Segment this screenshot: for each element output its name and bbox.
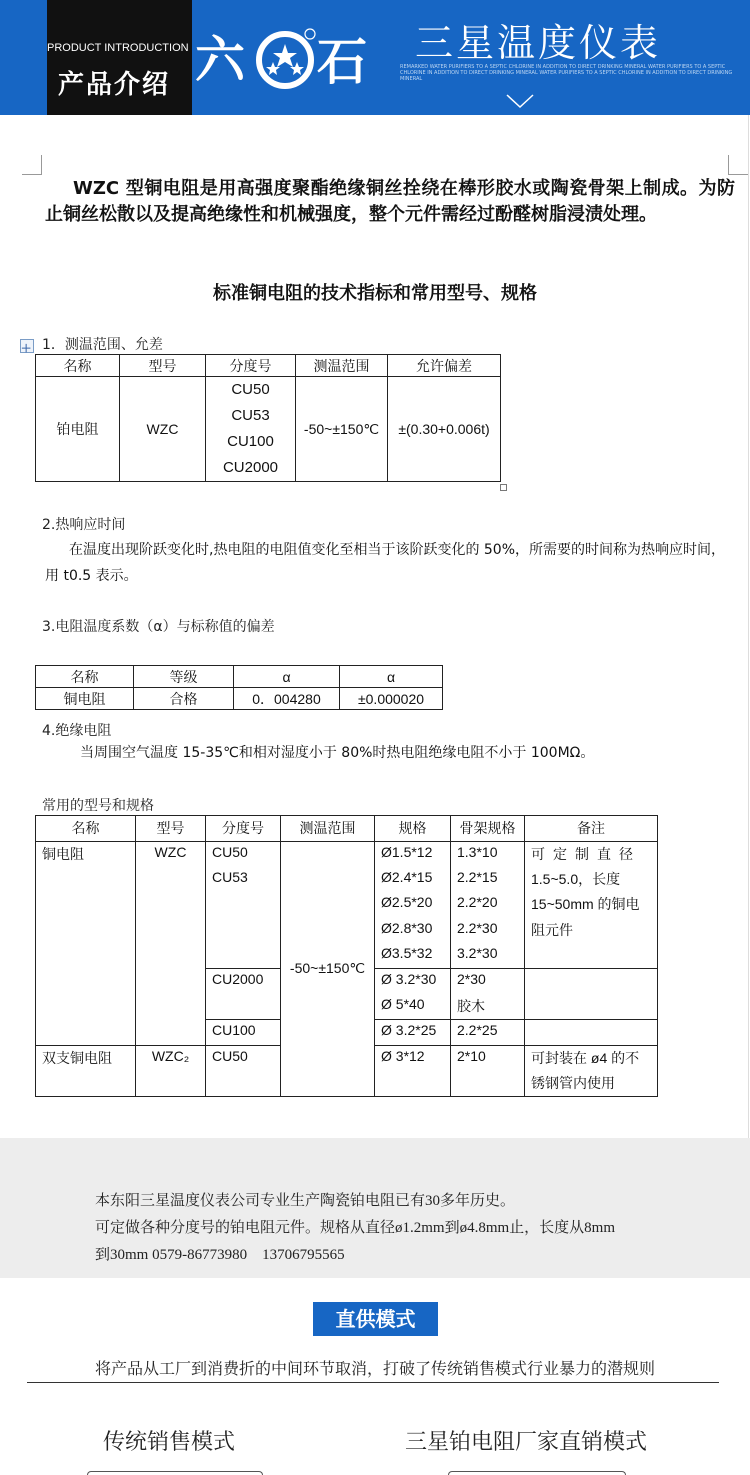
cell-grade: CU50 [206,1045,281,1096]
cell-tolerance: ±(0.30+0.006t) [388,377,501,482]
header-grade: 分度号 [206,816,281,842]
company-line: 到30mm 0579-86773980 13706795565 [95,1247,345,1263]
header-name: 名称 [36,816,136,842]
header-name: 名称 [36,666,134,688]
page-edge-line [748,115,749,1138]
star-icon [273,44,297,67]
direct-supply-mode-button[interactable]: 直供模式 [313,1302,438,1336]
coefficient-table [35,665,443,710]
cell-spec: Ø2.4*15 [375,867,451,893]
cell-grade: CU2000 [206,969,281,1020]
cell-name: 铜电阻 [36,688,134,710]
cell-alpha: 0．004280 [234,688,340,710]
corner-mark [728,155,748,175]
cell-note: 阻元件 [525,918,658,944]
range-tolerance-table [35,354,501,482]
cell-spec: Ø2.8*30 [375,918,451,944]
section4-title: 4.绝缘电阻 [42,723,112,739]
cell-grade [206,892,281,918]
table-row [36,377,501,482]
header-frame: 骨架规格 [451,816,525,842]
direct-mode-panel [448,1471,626,1475]
chevron-down-icon [505,92,535,110]
header-alpha: α [340,666,443,688]
cell-frame: 2.2*20 [451,892,525,918]
grade-item: CU2000 [222,459,279,476]
intro-label-cn: 产品介绍 [58,70,171,100]
cell-name: 双支铜电阻 [36,1045,136,1096]
cell-note: 1.5~5.0，长度 [525,867,658,893]
cell-frame: 2*30 [451,969,525,995]
header-range: 测温范围 [296,355,388,377]
intro-subtitle: 标准铜电阻的技术指标和常用型号、规格 [213,283,537,304]
mode-description: 将产品从工厂到消费折的中间环节取消，打破了传统销售模式行业暴力的潜规则 [94,1359,655,1378]
header-note: 备注 [525,816,658,842]
cell-name: 铜电阻 [36,841,136,1045]
cell-note [525,1020,658,1046]
grade-item: CU53 [231,407,270,424]
section1-title: 1．测温范围、允差 [42,337,163,353]
cell-frame: 2*10 [451,1045,525,1096]
cell-spec: Ø 5*40 [375,994,451,1020]
cell-note: 15~50mm 的铜电 [525,892,658,918]
corner-mark [22,155,42,175]
traditional-mode-panel [87,1471,263,1475]
table-header-row [36,666,443,688]
cell-grade [206,918,281,944]
cell-grades [206,377,296,482]
table-row [36,841,658,867]
cell-name: 铂电阻 [36,377,120,482]
slogan-text: REMARKED WATER PURIFIERS TO A SEPTIC CHLORINE IN ADDITION TO DIRECT DRINKING MINERAL WATER PURIFIERS TO A SEPTIC CHLORINE IN ADDITION TO DIRECT DRINKING MINERAL WATER PURIFIERS TO A SEPTIC CHLORINE IN ADDITION TO DIRECT DRINKING MINERAL [400,64,733,82]
cell-frame: 3.2*30 [451,943,525,969]
brand-title: 三星温度仪表 [415,21,662,65]
header-name: 名称 [36,355,120,377]
table-move-handle-icon[interactable] [20,339,34,353]
company-info [95,1188,715,1269]
cell-frame: 胶木 [451,994,525,1020]
star-icon [266,62,280,75]
section2-paragraph: 在温度出现阶跃变化时,热电阻的电阻值变化至相当于该阶跃变化的 50%，所需要的时间称为热响应时间，用 t0.5 表示。 [45,542,726,584]
header-model: 型号 [136,816,206,842]
intro-label-en: PRODUCT INTRODUCTION [47,42,189,54]
cell-spec: Ø1.5*12 [375,841,451,867]
divider [27,1382,719,1383]
cell-spec: Ø3.5*32 [375,943,451,969]
cell-grade: CU53 [206,867,281,893]
brand-logo [195,22,375,92]
header-model: 型号 [120,355,206,377]
star-icon [290,62,304,75]
cell-model: WZC [136,841,206,1045]
table-resize-handle[interactable] [500,484,507,491]
cell-model: WZC [120,377,206,482]
section4-paragraph: 当周围空气温度 15-35℃和相对湿度小于 80%时热电阻绝缘电阻不小于 100MΩ。 [80,745,595,761]
cell-spec: Ø 3.2*30 [375,969,451,995]
cell-note [525,969,658,1020]
cell-deviation: ±0.000020 [340,688,443,710]
cell-spec: Ø 3.2*25 [375,1020,451,1046]
header-spec: 规格 [375,816,451,842]
header-tolerance: 允许偏差 [388,355,501,377]
cell-model: WZC₂ [136,1045,206,1096]
cell-frame: 2.2*30 [451,918,525,944]
direct-mode-label: 三星铂电阻厂家直销模式 [405,1430,648,1455]
table-header-row [36,355,501,377]
grade-item: CU50 [231,381,270,398]
cell-level: 合格 [134,688,234,710]
cell-note: 可定制直径 [525,841,658,867]
cell-spec: Ø 3*12 [375,1045,451,1096]
header-range: 测温范围 [281,816,375,842]
models-specs-table [35,815,658,1097]
cell-frame: 2.2*25 [451,1020,525,1046]
section5-title: 常用的型号和规格 [42,798,154,814]
registered-icon [305,29,315,39]
cell-note: 锈钢管内使用 [525,1071,658,1097]
table-header-row [36,816,658,842]
cell-spec: Ø2.5*20 [375,892,451,918]
header-alpha: α [234,666,340,688]
cell-note: 可封装在 ø4 的不 [525,1045,658,1071]
grade-item: CU100 [227,433,274,450]
cell-grade [206,943,281,969]
company-line: 本东阳三星温度仪表公司专业生产陶瓷铂电阻已有30多年历史。 [95,1193,516,1209]
traditional-mode-label: 传统销售模式 [103,1430,236,1455]
logo-char-left: 六 [195,30,245,89]
cell-frame: 1.3*10 [451,841,525,867]
company-line: 可定做各种分度号的铂电阻元件。规格从直径ø1.2mm到ø4.8mm止，长度从8mm [95,1220,616,1236]
section2-title: 2.热响应时间 [42,517,126,533]
cell-grade: CU50 [206,841,281,867]
header-grade: 分度号 [206,355,296,377]
header-level: 等级 [134,666,234,688]
cell-grade: CU100 [206,1020,281,1046]
logo-char-right: 石 [317,32,367,91]
table-row [36,688,443,710]
section3-title: 3.电阻温度系数（α）与标称值的偏差 [42,619,275,635]
cell-range: -50~±150℃ [281,841,375,1096]
intro-paragraph: WZC 型铜电阻是用高强度聚酯绝缘铜丝拴绕在棒形胶水或陶瓷骨架上制成。为防止铜丝松散以及提高绝缘性和机械强度，整个元件需经过酚醛树脂浸渍处理。 [45,178,735,225]
cell-frame: 2.2*15 [451,867,525,893]
cell-range: -50~±150℃ [296,377,388,482]
cell-note [525,943,658,969]
